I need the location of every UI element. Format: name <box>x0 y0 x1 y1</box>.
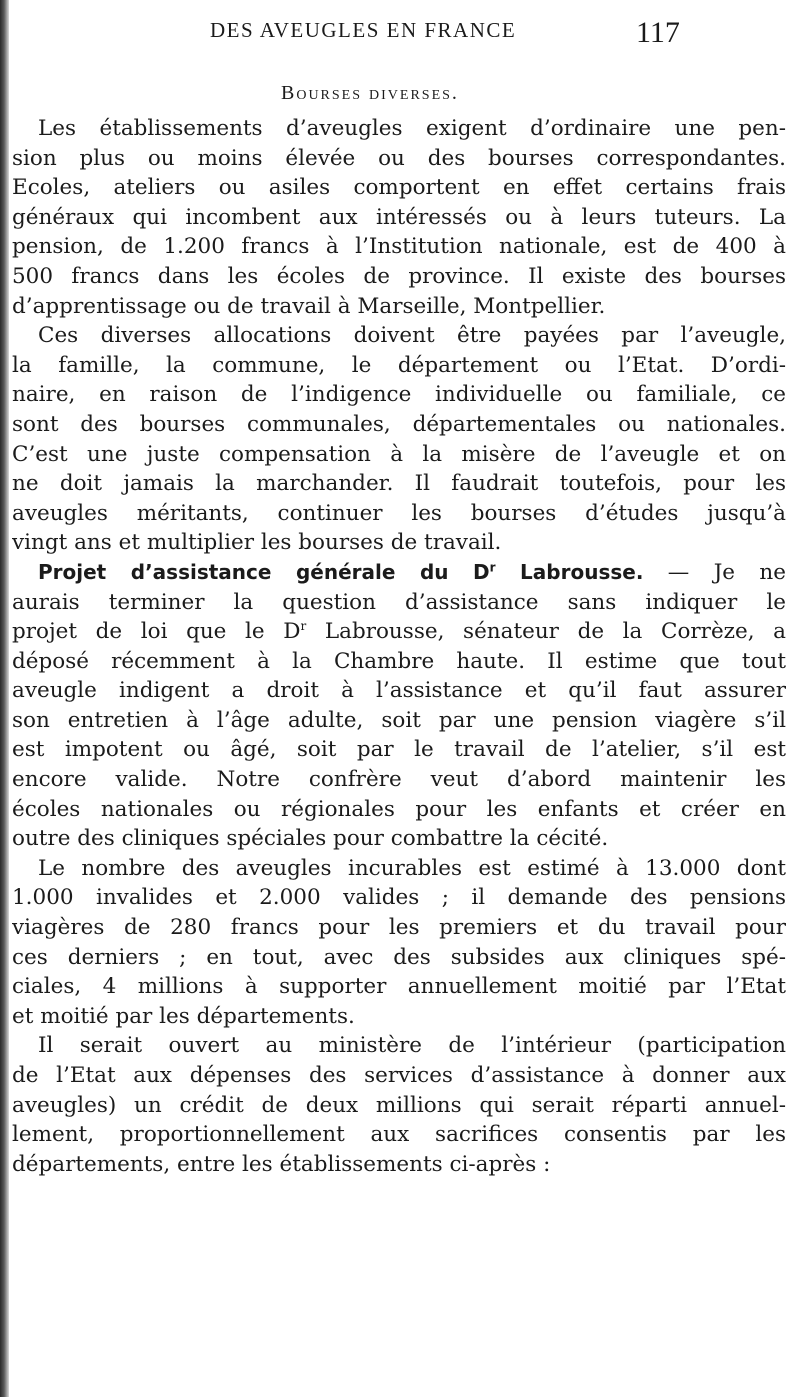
text-line: C’est une juste compensation à la misère de l’aveugle et on <box>12 441 786 467</box>
text-line: outre des cliniques spéciales pour combattre la cécité. <box>12 826 609 852</box>
loi-before: projet de loi que le D <box>12 619 301 645</box>
text-line: écoles nationales ou régionales pour les enfants et créer en <box>12 796 786 822</box>
text-line: 500 francs dans les écoles de province. Il existe des bourses <box>12 263 786 289</box>
text-line: lement, proportionnellement aux sacrifices consentis par les <box>12 1122 786 1148</box>
text-line: Ecoles, ateliers ou asiles comportent en effet certains frais <box>12 175 786 201</box>
loi-line <box>12 617 786 647</box>
text-line: sont des bourses communales, départementales ou nationales. <box>12 411 786 437</box>
projet-title <box>38 560 643 584</box>
section-heading: Bourses diverses. <box>281 82 459 104</box>
text-line: est impotent ou âgé, soit par le travail de l’atelier, s’il est <box>12 737 786 763</box>
text-line: encore valide. Notre confrère veut d’abord maintenir les <box>12 767 786 793</box>
loi-sup: r <box>300 618 307 633</box>
text-line: Le nombre des aveugles incurables est estimé à 13.000 dont <box>38 855 786 881</box>
text-line: Ces diverses allocations doivent être payées par l’aveugle, <box>38 323 786 349</box>
text-line: pension, de 1.200 francs à l’Institution nationale, est de 400 à <box>12 234 786 260</box>
projet-title-rest: — Je ne <box>643 559 786 585</box>
projet-title-text: Projet d’assistance générale du D <box>38 559 490 584</box>
text-line: ciales, 4 millions à supporter annuellement moitié par l’Etat <box>12 974 786 1000</box>
page-number: 117 <box>636 16 680 49</box>
text-line: son entretien à l’âge adulte, soit par une pension viagère s’il <box>12 707 786 733</box>
text-line: généraux qui incombent aux intéressés ou à leurs tuteurs. La <box>12 204 786 230</box>
text-line: sion plus ou moins élevée ou des bourses correspondantes. <box>12 145 786 171</box>
text-line: naire, en raison de l’indigence individuelle ou familiale, ce <box>12 382 786 408</box>
text-line: départements, entre les établissements ci-après : <box>12 1151 551 1177</box>
text-line: vingt ans et multiplier les bourses de travail. <box>12 530 502 556</box>
text-line: Il serait ouvert au ministère de l’intérieur (participation <box>38 1033 786 1059</box>
text-line: de l’Etat aux dépenses des services d’assistance à donner aux <box>12 1063 786 1088</box>
text-line: ces derniers ; en tout, avec des subsides aux cliniques spé- <box>12 944 786 970</box>
text-line: d’apprentissage ou de travail à Marseille, Montpellier. <box>12 293 606 319</box>
text-line: aveugles méritants, continuer les bourses d’études jusqu’à <box>12 500 786 526</box>
text-line: aveugle indigent a droit à l’assistance et qu’il faut assurer <box>12 678 786 704</box>
text-line: Les établissements d’aveugles exigent d’ordinaire une pen- <box>38 116 786 141</box>
running-header <box>210 18 690 43</box>
running-title: DES AVEUGLES EN FRANCE <box>210 18 517 42</box>
text-line: la famille, la commune, le département ou l’Etat. D’ordi- <box>12 352 786 378</box>
loi-after: Labrousse, sénateur de la Corrèze, a <box>306 619 786 645</box>
text-line: aurais terminer la question d’assistance sans indiquer le <box>12 589 786 615</box>
projet-heading-line <box>12 558 786 588</box>
text-line: viagères de 280 francs pour les premiers et du travail pour <box>12 915 786 941</box>
projet-title-sup: r <box>489 560 496 575</box>
text-line: ne doit jamais la marchander. Il faudrait toutefois, pour les <box>12 471 786 497</box>
text-line: aveugles) un crédit de deux millions qui serait réparti annuel- <box>12 1092 786 1118</box>
body-text <box>12 114 786 1179</box>
projet-title-name: Labrousse. <box>495 559 644 584</box>
text-line: déposé récemment à la Chambre haute. Il estime que tout <box>12 648 786 674</box>
text-line: 1.000 invalides et 2.000 valides ; il demande des pensions <box>12 885 786 911</box>
text-line: et moitié par les départements. <box>12 1003 355 1029</box>
